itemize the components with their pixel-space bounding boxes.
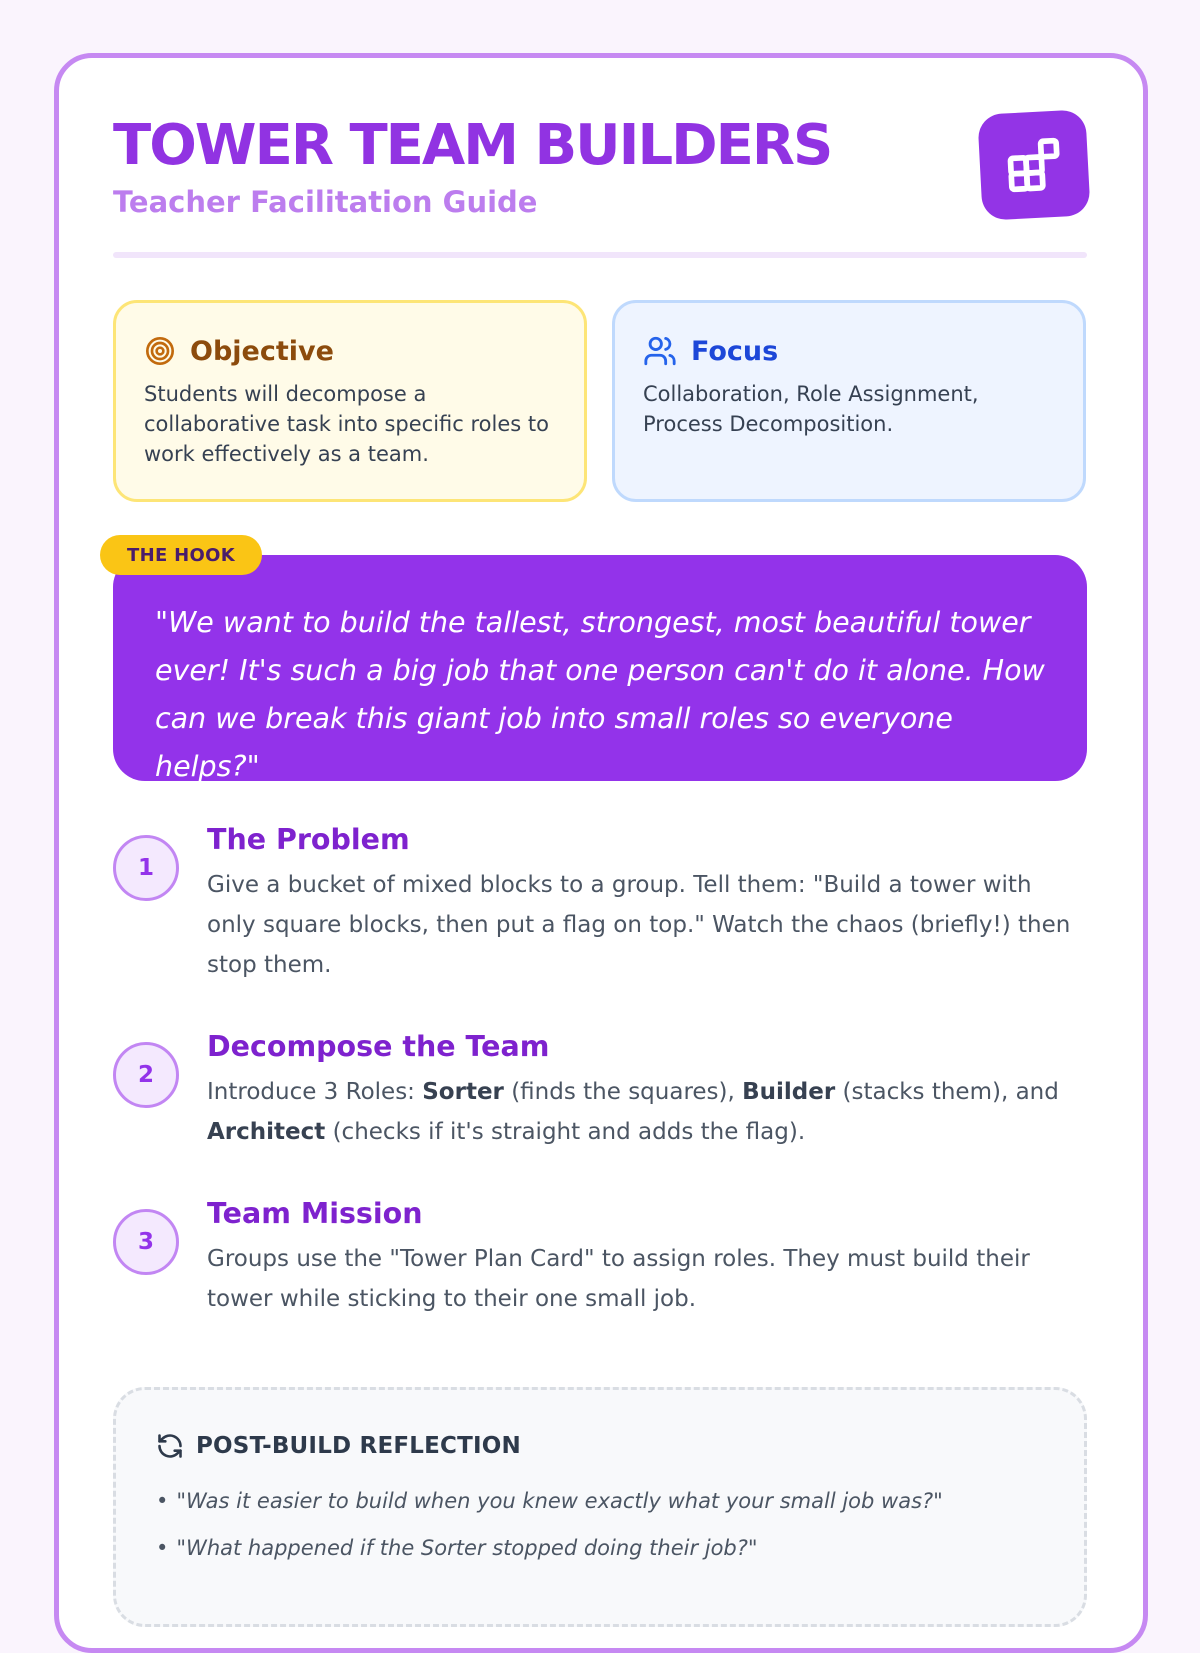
reflection-box [113,1387,1087,1627]
step-body: Give a bucket of mixed blocks to a group. Tell them: "Build a tower with only square blocks, then put a flag on top." Watch the chaos (briefly!) then stop them. [207,872,1071,978]
users-icon [643,334,677,368]
focus-heading: Focus [691,335,779,367]
objective-heading: Objective [190,335,334,367]
hook-box [113,555,1087,781]
refresh-icon [156,1432,184,1460]
page-title: TOWER TEAM BUILDERS [113,113,832,178]
objective-box [113,300,587,502]
step-number: 2 [113,1042,179,1108]
step-title: Decompose the Team [207,1030,550,1063]
step-body: Groups use the "Tower Plan Card" to assign roles. They must build their tower while sticking to their one small job. [207,1246,1030,1312]
focus-box [612,300,1086,502]
step-body: Introduce 3 Roles: Sorter (finds the squares), Builder (stacks them), and Architect (checks if it's straight and adds the flag). [207,1079,1059,1145]
header-divider [113,252,1087,258]
blocks-icon [977,109,1090,221]
step-number: 3 [113,1209,179,1275]
page-subtitle: Teacher Facilitation Guide [113,185,538,219]
reflection-question: • "What happened if the Sorter stopped doing their job?" [156,1525,1044,1572]
step-title: The Problem [207,823,410,856]
reflection-question: • "Was it easier to build when you knew exactly what your small job was?" [156,1478,1044,1525]
role-builder: Builder [742,1079,836,1105]
target-icon [144,335,176,367]
role-architect: Architect [207,1119,326,1145]
focus-text: Collaboration, Role Assignment, Process Decomposition. [643,382,979,436]
step-number: 1 [113,835,179,901]
objective-text: Students will decompose a collaborative task into specific roles to work effectively as a team. [144,382,549,466]
reflection-heading: POST-BUILD REFLECTION [196,1433,521,1459]
hook-quote: "We want to build the tallest, strongest, most beautiful tower ever! It's such a big job that one person can't do it alone. How can we break this giant job into small roles so everyone helps?" [155,606,1045,783]
hook-badge: THE HOOK [100,535,262,575]
step-title: Team Mission [207,1197,423,1230]
role-sorter: Sorter [422,1079,504,1105]
reflection-list [156,1478,1044,1572]
